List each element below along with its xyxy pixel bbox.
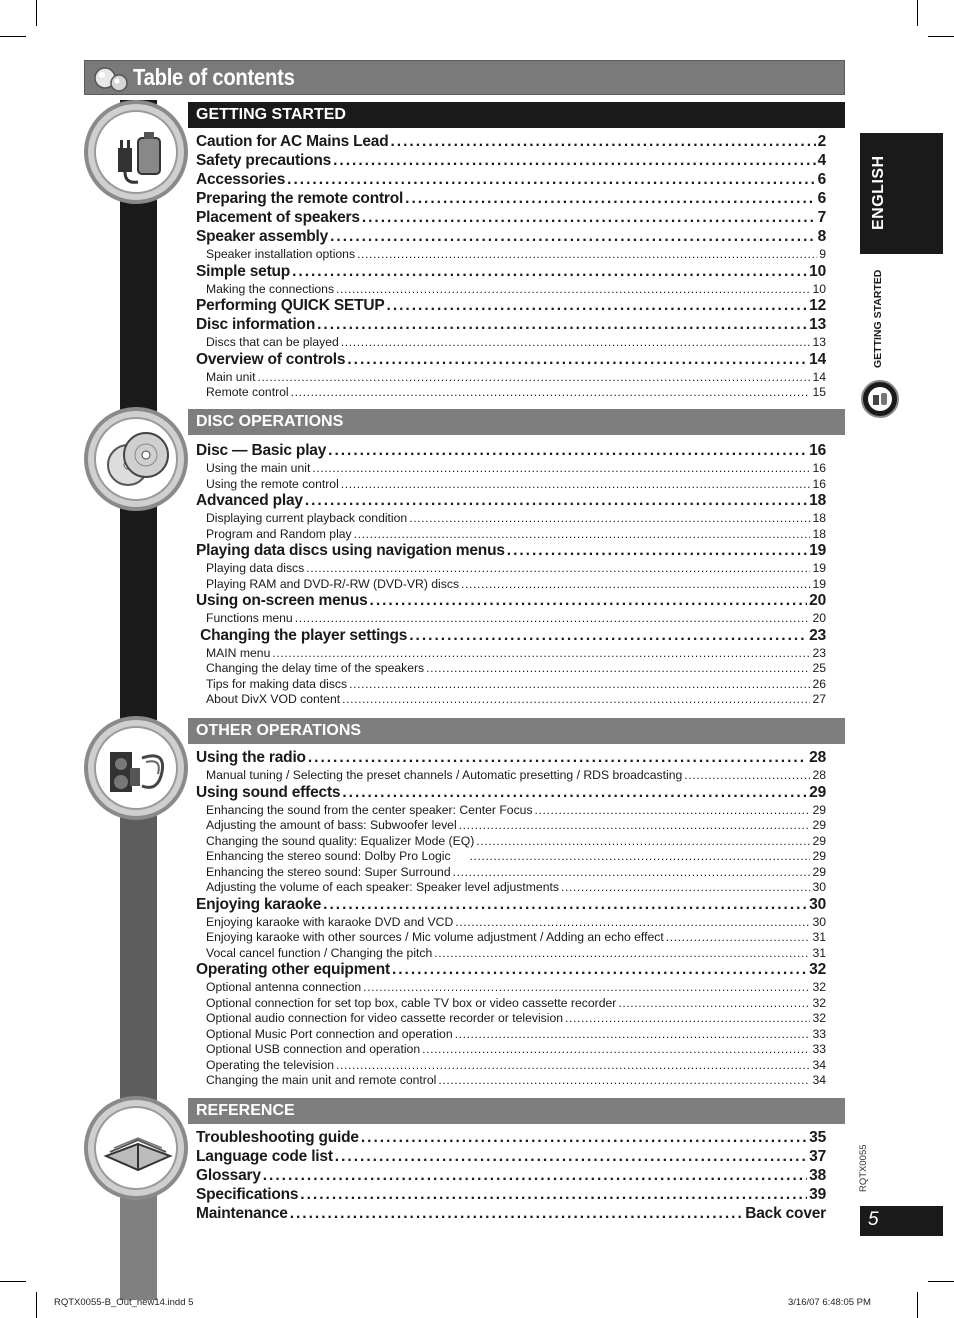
toc-subentry[interactable] [196, 646, 826, 662]
section-heading: GETTING STARTED [188, 102, 845, 128]
toc-entry[interactable] [196, 542, 826, 561]
toc-page-number: 30 [812, 880, 826, 894]
book-icon [94, 1106, 178, 1190]
dot-leader [333, 152, 815, 170]
toc-entry-label: Manual tuning / Selecting the preset channels / Automatic presetting / RDS broadcasting [206, 768, 683, 782]
toc-entry-label: Troubleshooting guide [196, 1129, 359, 1146]
dot-leader [354, 527, 811, 541]
toc-page-number: 28 [809, 749, 826, 766]
toc-subentry[interactable] [196, 477, 826, 493]
toc-entry-label: Maintenance [196, 1205, 288, 1222]
toc-entry[interactable] [196, 592, 826, 611]
dot-leader [618, 996, 810, 1010]
crop-mark [928, 1281, 954, 1282]
toc-entry-label: Tips for making data discs [206, 676, 348, 691]
section-icon-badge [84, 716, 188, 820]
side-section-label: GETTING STARTED [872, 269, 884, 368]
toc-page-number: 32 [812, 1011, 826, 1025]
toc-entry-label: Glossary [196, 1167, 261, 1184]
toc-entry-label: Program and Random play [206, 526, 352, 541]
dot-leader [391, 133, 816, 151]
crop-mark [36, 1292, 37, 1318]
dot-leader [290, 1205, 744, 1223]
toc-subentry[interactable] [196, 577, 826, 593]
toc-page-number: 34 [812, 1073, 826, 1087]
dot-leader [349, 677, 810, 691]
toc-subentry[interactable] [196, 996, 826, 1012]
toc-entry-label: Language code list [196, 1148, 333, 1165]
dot-leader [561, 880, 810, 894]
toc-subentry[interactable] [196, 803, 826, 819]
toc-entry-label: Performing QUICK SETUP [196, 297, 385, 314]
dot-leader [347, 351, 807, 369]
toc-entry-label: Using the main unit [206, 461, 311, 475]
toc-page-number: 25 [812, 661, 826, 675]
toc-page-number: 38 [809, 1167, 826, 1184]
side-section-icon [861, 380, 899, 418]
crop-mark [0, 1281, 26, 1282]
toc-entry-label: Enhancing the stereo sound: Dolby Pro Logic [206, 849, 468, 863]
dot-leader [292, 263, 807, 281]
toc-subentry[interactable] [196, 611, 826, 627]
title-bar [84, 60, 845, 95]
toc-entry-label: Enhancing the stereo sound: Super Surround [206, 864, 451, 879]
toc-subentry[interactable] [196, 335, 826, 351]
crop-mark [928, 36, 954, 37]
toc-subentry[interactable] [196, 1042, 826, 1058]
toc-subentry[interactable] [196, 677, 826, 693]
toc-subentry[interactable] [196, 915, 826, 931]
toc-page-number: 12 [809, 297, 826, 314]
dot-leader [363, 980, 810, 994]
toc-entry[interactable] [196, 784, 826, 803]
dot-leader [422, 1042, 810, 1056]
toc-page-number: Back cover [745, 1205, 826, 1222]
toc-entry-label: Preparing the remote control [196, 190, 404, 207]
dot-leader [341, 477, 811, 491]
toc-page-number: 13 [812, 335, 826, 349]
toc-page-number: 39 [809, 1186, 826, 1203]
dot-leader [263, 1167, 807, 1185]
toc-entry[interactable] [196, 1186, 826, 1205]
toc-page-number: 27 [812, 692, 826, 706]
toc-page-number: 37 [809, 1148, 826, 1165]
toc-page-number: 29 [812, 818, 826, 832]
toc-entry[interactable] [196, 190, 826, 209]
toc-page-number: 14 [809, 350, 826, 368]
toc-page-number: 29 [812, 864, 826, 879]
toc-entry-label: Adjusting the volume of each speaker: Speaker level adjustments [206, 880, 559, 894]
page-number-box [860, 1206, 943, 1236]
toc-page-number: 29 [809, 783, 826, 801]
toc-page-number: 30 [809, 895, 826, 913]
toc-entry-label: Enjoying karaoke [196, 895, 322, 913]
toc-entry[interactable] [196, 133, 826, 152]
toc-entry[interactable] [196, 442, 826, 461]
toc-entry-label: Adjusting the amount of bass: Subwoofer level [206, 818, 457, 832]
toc-subentry[interactable] [196, 1027, 826, 1043]
toc-entry-label: Speaker assembly [196, 228, 329, 245]
dot-leader [362, 209, 816, 227]
toc-entry[interactable] [196, 896, 826, 915]
dot-leader [342, 692, 810, 706]
toc-entry-label: About DivX VOD content [206, 692, 341, 706]
toc-page-number: 28 [812, 768, 826, 782]
toc-entry-label: Speaker installation options [206, 247, 356, 261]
toc-page-number: 19 [812, 561, 826, 575]
dot-leader [459, 818, 811, 832]
toc-page-number: 9 [819, 247, 826, 261]
toc-entry[interactable] [196, 297, 826, 316]
toc-subentry[interactable] [196, 880, 826, 896]
toc-page-number: 29 [812, 802, 826, 817]
toc-entry-label: Enjoying karaoke with karaoke DVD and VCD [206, 914, 454, 929]
dot-leader [295, 611, 811, 625]
toc-page-number: 33 [812, 1026, 826, 1041]
footer-timestamp: 3/16/07 6:48:05 PM [788, 1297, 871, 1308]
crop-mark [917, 0, 918, 26]
toc-entry-label: Disc — Basic play [196, 442, 327, 459]
toc-page-number: 32 [809, 961, 826, 978]
toc-entry[interactable] [196, 152, 826, 171]
section-heading: REFERENCE [188, 1098, 845, 1124]
toc-entry-label: Discs that can be played [206, 335, 339, 349]
toc-page-number: 6 [817, 171, 826, 188]
toc-entry-label: Vocal cancel function / Changing the pitch [206, 945, 433, 960]
crop-mark [917, 1292, 918, 1318]
toc-entry-label: Operating the television [206, 1057, 335, 1072]
dot-leader [300, 1186, 807, 1204]
dot-leader [272, 646, 810, 660]
dot-leader [312, 461, 810, 475]
dot-leader [387, 297, 808, 315]
dot-leader [323, 896, 807, 914]
toc-entry[interactable] [196, 171, 826, 190]
toc-entry-label: Making the connections [206, 281, 335, 296]
dot-leader [455, 1027, 811, 1041]
toc-entry-label: Disc information [196, 316, 316, 333]
toc-subentry[interactable] [196, 385, 826, 401]
toc-page-number: 16 [809, 442, 826, 459]
toc-subentry[interactable] [196, 930, 826, 946]
dot-leader [565, 1011, 810, 1025]
toc-entry-label: Caution for AC Mains Lead [196, 133, 389, 150]
page-number: 5 [868, 1209, 879, 1230]
dot-leader [392, 961, 807, 979]
toc-page-number: 32 [812, 995, 826, 1010]
dot-leader [291, 385, 811, 399]
toc-page-number: 31 [812, 930, 826, 944]
toc-entry-label: Playing data discs using navigation menus [196, 542, 505, 559]
toc-subentry[interactable] [196, 527, 826, 543]
dot-leader [336, 1058, 810, 1072]
section-heading: OTHER OPERATIONS [188, 718, 845, 744]
toc-page-number: 15 [812, 385, 826, 399]
dot-leader [361, 1129, 807, 1147]
toc-entry-label: Safety precautions [196, 152, 332, 169]
dot-leader [357, 247, 817, 261]
toc-page-number: 18 [812, 526, 826, 541]
toc-entry[interactable] [196, 351, 826, 370]
toc-page-number: 19 [809, 542, 826, 559]
crop-mark [0, 36, 26, 37]
dot-leader [405, 190, 815, 208]
toc-entry-label: Simple setup [196, 262, 291, 280]
toc-entry-label: Optional Music Port connection and operation [206, 1026, 453, 1041]
toc-entry-label: Main unit [206, 369, 256, 384]
toc-entry-label: Changing the player settings [196, 626, 408, 644]
toc-subentry[interactable] [196, 1073, 826, 1089]
toc-entry-label: Using the remote control [206, 476, 339, 491]
toc-subentry[interactable] [196, 865, 826, 881]
toc-page-number: 16 [812, 476, 826, 491]
toc-page-number: 10 [809, 262, 826, 280]
toc-page-number: 6 [817, 190, 826, 207]
toc-page-number: 29 [812, 849, 826, 863]
toc-entry-label: Advanced play [196, 492, 303, 509]
toc-entry-label: Playing data discs [206, 561, 305, 575]
dot-leader [426, 661, 810, 675]
toc-page-number: 30 [812, 914, 826, 929]
dot-leader [308, 749, 807, 767]
toc-entry-label: Enhancing the sound from the center speaker: Center Focus [206, 802, 533, 817]
toc-page-number: 16 [812, 461, 826, 475]
toc-entry[interactable] [196, 961, 826, 980]
toc-entry-label: Changing the delay time of the speakers [206, 661, 425, 675]
speaker-cable-icon [94, 726, 178, 810]
toc-entry[interactable] [196, 1205, 826, 1224]
toc-subentry[interactable] [196, 849, 826, 865]
dot-leader [336, 282, 810, 296]
toc-page-number: 32 [812, 980, 826, 994]
dot-leader [328, 442, 807, 460]
toc-entry[interactable] [196, 228, 826, 247]
toc-subentry[interactable] [196, 818, 826, 834]
toc-entry[interactable] [196, 1148, 826, 1167]
dot-leader [453, 865, 811, 879]
toc-page-number: 13 [809, 316, 826, 333]
dot-leader [507, 542, 807, 560]
dot-leader [305, 492, 807, 510]
dot-leader [335, 1148, 807, 1166]
toc-page-number: 18 [809, 492, 826, 509]
toc-subentry[interactable] [196, 980, 826, 996]
toc-entry-label: Optional audio connection for video cassette recorder or television [206, 1011, 564, 1025]
document-code: RQTX0055 [858, 1144, 869, 1192]
toc-entry-label: Remote control [206, 385, 289, 399]
dot-leader [317, 316, 807, 334]
dot-leader [434, 946, 810, 960]
section-icon-badge [84, 1096, 188, 1200]
toc-entry[interactable] [196, 749, 826, 768]
dot-leader [341, 335, 811, 349]
section-icon-badge [84, 100, 188, 204]
toc-page-number: 19 [812, 576, 826, 591]
toc-entry[interactable] [196, 263, 826, 282]
dot-leader [461, 577, 810, 591]
toc-entry-label: Displaying current playback condition [206, 511, 408, 525]
toc-subentry[interactable] [196, 1058, 826, 1074]
toc-entry-label: Functions menu [206, 611, 293, 625]
toc-subentry[interactable] [196, 661, 826, 677]
toc-page-number: 23 [812, 645, 826, 660]
toc-subentry[interactable] [196, 768, 826, 784]
dot-leader [409, 627, 807, 645]
toc-page-number: 23 [809, 626, 826, 644]
page-title: Table of contents [133, 64, 295, 90]
toc-entry-label: Optional connection for set top box, cable TV box or video cassette recorder [206, 995, 617, 1010]
toc-subentry[interactable] [196, 511, 826, 527]
toc-entry[interactable] [196, 492, 826, 511]
toc-entry[interactable] [196, 209, 826, 228]
dot-leader [438, 1073, 810, 1087]
dot-leader [409, 511, 810, 525]
toc-entry-label: Accessories [196, 171, 286, 188]
plug-battery-icon [94, 110, 178, 194]
language-label: ENGLISH [870, 155, 887, 230]
toc-entry-list [196, 749, 826, 1089]
dot-leader [370, 592, 808, 610]
toc-subentry[interactable] [196, 370, 826, 386]
toc-page-number: 29 [812, 833, 826, 848]
toc-entry-list [196, 1129, 826, 1224]
dot-leader [470, 849, 811, 863]
toc-subentry[interactable] [196, 1011, 826, 1027]
dot-leader [666, 930, 811, 944]
toc-page-number: 10 [812, 281, 826, 296]
toc-entry[interactable] [196, 1167, 826, 1186]
footer-file: RQTX0055-B_Out_new14.indd 5 [54, 1297, 194, 1308]
toc-page-number: 20 [809, 592, 826, 609]
toc-entry-label: Specifications [196, 1186, 299, 1203]
toc-entry-label: Playing RAM and DVD-R/-RW (DVD-VR) discs [206, 576, 460, 591]
dot-leader [535, 803, 811, 817]
dot-leader [287, 171, 815, 189]
toc-entry-list [196, 442, 826, 708]
toc-subentry[interactable] [196, 461, 826, 477]
toc-subentry[interactable] [196, 561, 826, 577]
toc-entry-label: Placement of speakers [196, 209, 360, 226]
toc-subentry[interactable] [196, 946, 826, 962]
dot-leader [257, 370, 810, 384]
toc-page-number: 35 [809, 1129, 826, 1146]
section-heading: DISC OPERATIONS [188, 409, 845, 435]
toc-page-number: 14 [812, 369, 826, 384]
toc-page-number: 7 [817, 209, 826, 226]
disc-icon [94, 417, 178, 501]
toc-entry-list [196, 133, 826, 401]
toc-page-number: 31 [812, 945, 826, 960]
dot-leader [684, 768, 810, 782]
toc-entry[interactable] [196, 1129, 826, 1148]
toc-page-number: 2 [817, 133, 826, 150]
dot-leader [330, 228, 815, 246]
toc-entry-label: Using on-screen menus [196, 592, 368, 609]
dot-leader [476, 834, 810, 848]
toc-page-number: 4 [817, 152, 826, 169]
dot-leader [342, 784, 807, 802]
toc-page-number: 18 [812, 511, 826, 525]
toc-page-number: 20 [812, 611, 826, 625]
toc-entry-label: Optional USB connection and operation [206, 1042, 421, 1056]
dot-leader [306, 561, 810, 575]
toc-entry[interactable] [196, 316, 826, 335]
toc-entry-label: Enjoying karaoke with other sources / Mic volume adjustment / Adding an echo effect [206, 930, 664, 944]
toc-entry[interactable] [196, 627, 826, 646]
bubbles-icon [91, 64, 131, 94]
toc-entry-label: Optional antenna connection [206, 980, 362, 994]
toc-page-number: 33 [812, 1042, 826, 1056]
toc-subentry[interactable] [196, 834, 826, 850]
toc-entry-label: MAIN menu [206, 645, 271, 660]
section-icon-badge [84, 407, 188, 511]
toc-entry-label: Changing the sound quality: Equalizer Mode (EQ) [206, 833, 475, 848]
toc-entry-label: Overview of controls [196, 350, 346, 368]
toc-page-number: 8 [817, 228, 826, 245]
toc-entry-label: Using the radio [196, 749, 306, 766]
toc-page-number: 34 [812, 1057, 826, 1072]
toc-page-number: 26 [812, 676, 826, 691]
toc-subentry[interactable] [196, 282, 826, 298]
toc-entry-label: Changing the main unit and remote control [206, 1073, 437, 1087]
crop-mark [36, 0, 37, 26]
toc-subentry[interactable] [196, 692, 826, 708]
toc-entry-label: Operating other equipment [196, 961, 390, 978]
toc-entry-label: Using sound effects [196, 783, 341, 801]
toc-subentry[interactable] [196, 247, 826, 263]
dot-leader [455, 915, 810, 929]
